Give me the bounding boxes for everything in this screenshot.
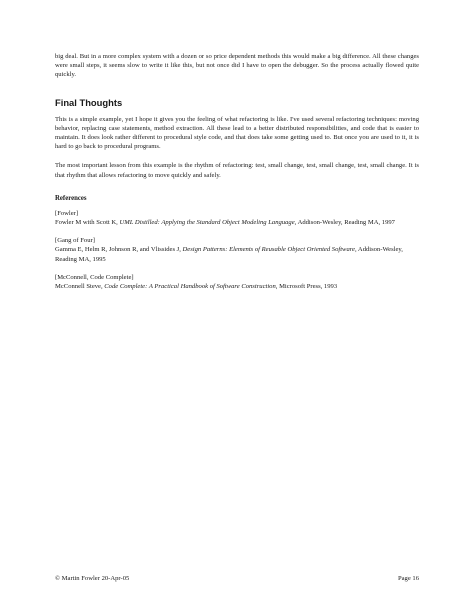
page-content (55, 52, 419, 300)
reference-authors: Fowler M with Scott K, (55, 219, 120, 227)
references-spacer (55, 180, 419, 194)
reference-authors: McConnell Steve, (55, 283, 105, 291)
reference-publisher: , Addison-Wesley, Reading MA, 1997 (294, 219, 395, 227)
reference-tag: [Fowler] (55, 209, 79, 217)
references-heading: References (55, 194, 87, 202)
reference-title: Code Complete: A Practical Handbook of Software Construction (104, 283, 276, 291)
reference-tag: [Gang of Four] (55, 237, 95, 245)
footer-copyright: © Martin Fowler 20-Apr-05 (55, 575, 130, 582)
footer-page-number: Page 16 (397, 575, 419, 582)
body-paragraph-2: The most important lesson from this example is the rhythm of refactoring: test, small change, test, small change, test, small change. It is that rhythm that allows refactoring to move quickly and safely. (55, 162, 419, 179)
reference-title: Design Patterns: Elements of Reusable Object Oriented Software (182, 246, 355, 254)
reference-title: UML Distilled: Applying the Standard Object Modeling Language (119, 219, 295, 227)
reference-item-gang-of-four (55, 236, 419, 264)
intro-paragraph: big deal. But in a more complex system with a dozen or so price dependent methods this would make a big difference. All these changes were small steps, it seems slow to write it like this, but not once did I have to open the debugger. So the process actually flowed quite quickly. (55, 53, 419, 79)
body-paragraph-1: This is a simple example, yet I hope it gives you the feeling of what refactoring is like. I've used several refactoring techniques: moving behavior, replacing case statements, method extraction. All these lead to a better distributed responsibilities, and code that is easier to maintain. It does look rather different to procedural style code, and that does take some getting used to. But once you are used to it, it is hard to go back to procedural programs. (55, 115, 419, 151)
reference-citation (55, 245, 419, 263)
paragraph-spacer (55, 151, 419, 161)
reference-tag: [McConnell, Code Complete] (55, 273, 134, 281)
reference-item-fowler (55, 209, 419, 227)
reference-publisher: , Microsoft Press, 1993 (275, 283, 338, 291)
reference-citation (55, 282, 419, 291)
reference-citation (55, 218, 419, 227)
section-heading: Final Thoughts (55, 96, 123, 108)
reference-publisher: , Addison-Wesley, Reading MA, 1995 (55, 246, 403, 263)
reference-authors: Gamma E, Helm R, Johnson R, and Vlissides J, (55, 246, 183, 254)
reference-item-mcconnell (55, 273, 419, 291)
